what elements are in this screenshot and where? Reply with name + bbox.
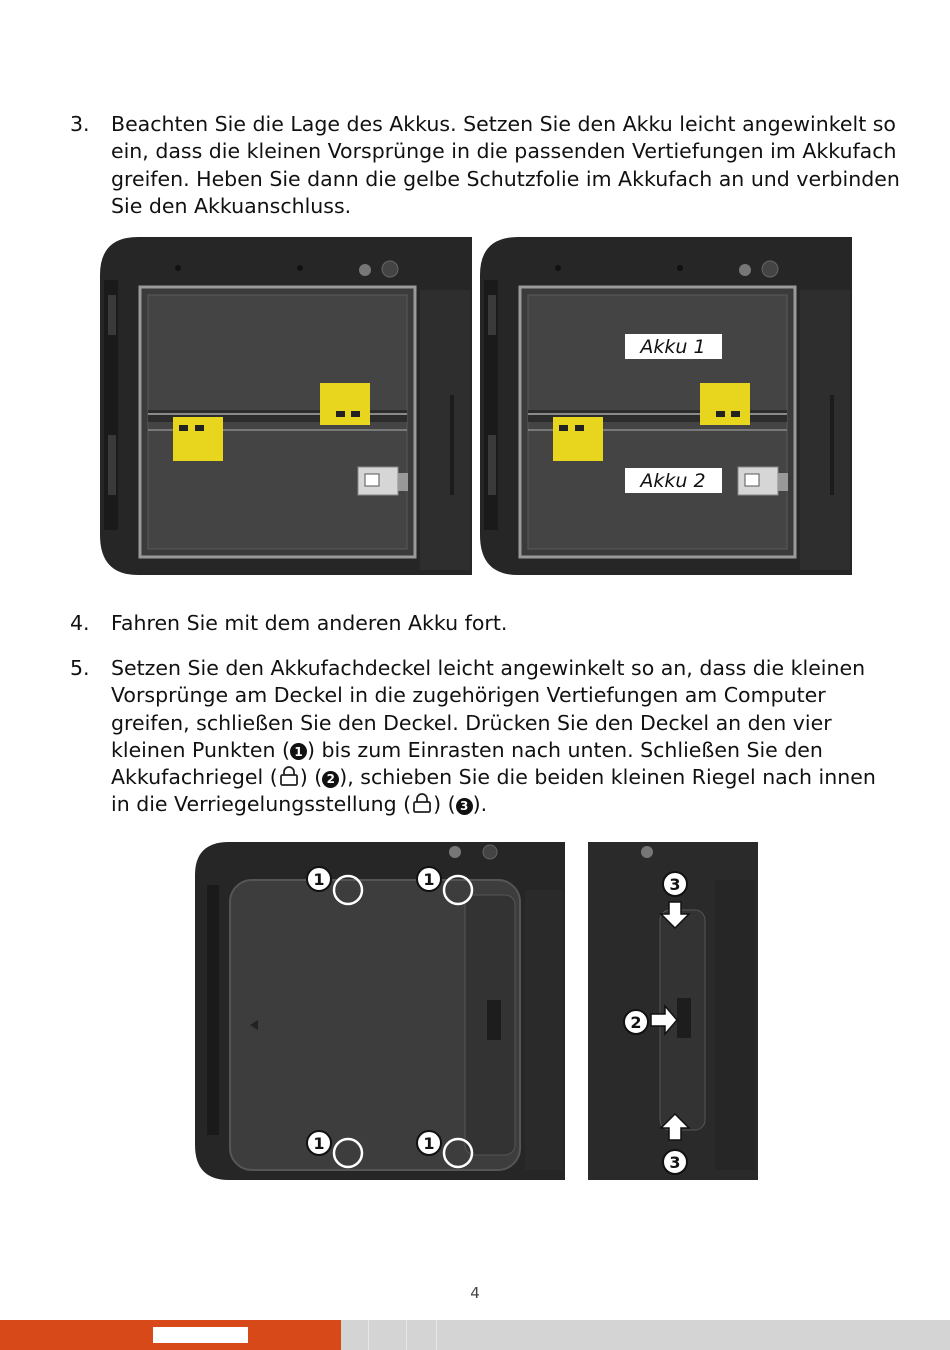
cover-photo [195,842,565,1180]
step-number: 5. [70,656,90,680]
marker-1: 1 [313,1134,325,1153]
lock-icon [278,765,300,787]
battery-bay-photo-left [100,237,472,575]
battery-compartment-figure [100,235,855,581]
marker-3: 3 [669,1153,681,1172]
step-text: Setzen Sie den Akkufachdeckel leicht angewinkelt so an, dass die kleinen Vorsprünge am Deckel in die zugehörigen Vertiefungen am Computer greifen, schließen Sie den Deckel. Drücken Sie den Deckel an den vier kleinen Punkten ( 1 ) bis zum Einrasten nach unten. Schließen Sie den Akkufachriegel ( ) ( 2 ), schieben Sie die beiden kleinen Riegel nach innen in die Verriegelungsstellung ( ) ( 3 ). [111,656,876,817]
cover-latch-figure [195,840,760,1186]
step-text: Beachten Sie die Lage des Akkus. Setzen Sie den Akku leicht angewinkelt so ein, dass die kleinen Vorsprünge in die passenden Vertiefungen im Akkufach greifen. Heben Sie dann die gelbe Schutzfolie im Akkufach an und verbinden Sie den Akkuanschluss. [111,112,900,218]
marker-1: 1 [423,870,435,889]
page-number: 4 [470,1284,480,1302]
marker-1: 1 [423,1134,435,1153]
step-badge-3: 3 [456,798,473,815]
lock-icon [411,792,433,814]
step-4 [70,610,900,637]
step-number: 3. [70,112,90,136]
step-number: 4. [70,611,90,635]
step-3 [70,111,900,220]
footer-bar [0,1320,950,1350]
step-badge-1: 1 [290,743,307,760]
step-5 [70,655,900,819]
label-akku-1: Akku 1 [640,336,706,358]
marker-1: 1 [313,870,325,889]
label-akku-2: Akku 2 [640,470,706,492]
marker-2: 2 [630,1013,642,1032]
step-text: Fahren Sie mit dem anderen Akku fort. [111,611,508,635]
step-badge-2: 2 [322,771,339,788]
battery-bay-photo-right [480,237,852,575]
marker-3: 3 [669,875,681,894]
